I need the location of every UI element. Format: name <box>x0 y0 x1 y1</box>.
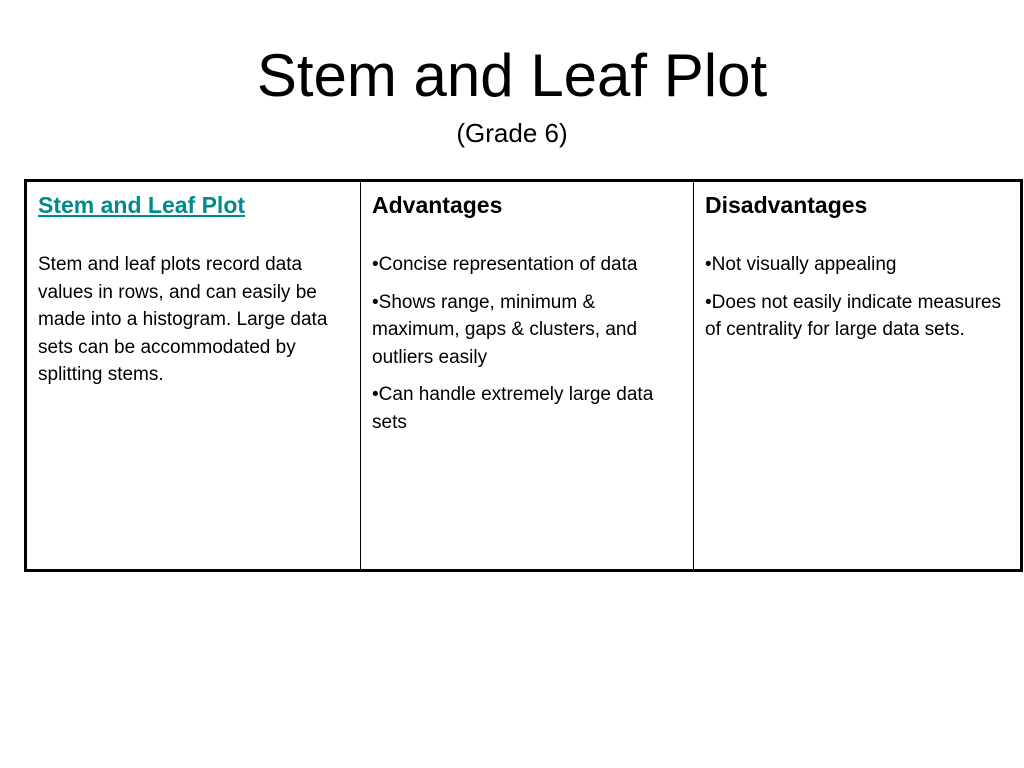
advantages-column <box>361 182 694 569</box>
definition-text: Stem and leaf plots record data values in rows, and can easily be made into a histogram. Large data sets can be accommodated by splitting stems. <box>38 254 328 385</box>
stem-and-leaf-plot-link[interactable]: Stem and Leaf Plot <box>38 192 246 218</box>
comparison-table <box>24 179 1023 572</box>
disadvantages-heading: Disadvantages <box>705 192 868 218</box>
advantage-item: •Concise representation of data <box>372 254 638 275</box>
disadvantage-item: •Does not easily indicate measures of centrality for large data sets. <box>705 291 1002 340</box>
slide-title: Stem and Leaf Plot <box>256 42 768 109</box>
advantage-item: •Shows range, minimum & maximum, gaps & clusters, and outliers easily <box>372 291 638 368</box>
disadvantage-item: •Not visually appealing <box>705 254 897 275</box>
slide-subtitle: (Grade 6) <box>456 118 568 148</box>
advantages-heading: Advantages <box>372 192 503 218</box>
advantage-item: •Can handle extremely large data sets <box>372 384 654 433</box>
definition-column <box>27 182 361 569</box>
disadvantages-column <box>694 182 1020 569</box>
